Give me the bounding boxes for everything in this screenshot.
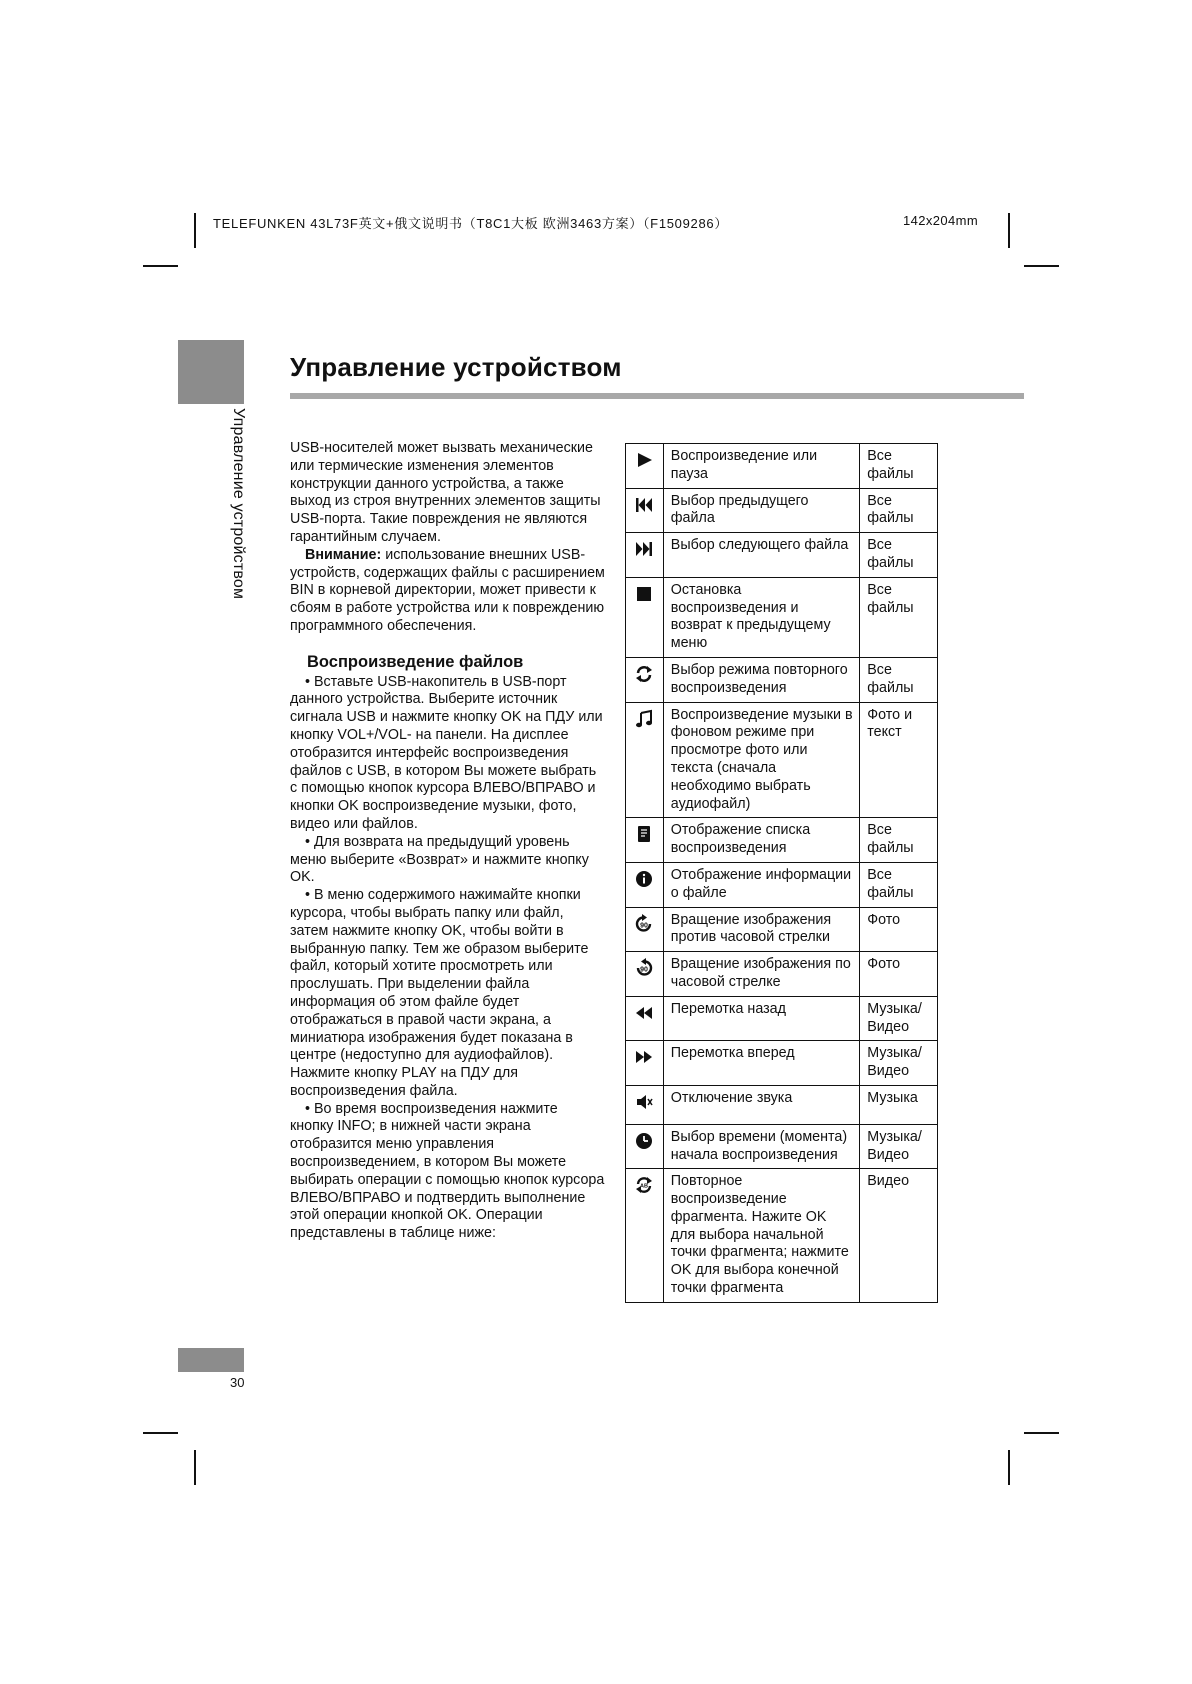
operation-file-types: Все файлы: [860, 488, 938, 533]
operation-icon-cell: [626, 1169, 664, 1303]
operation-file-types: Музыка/ Видео: [860, 1124, 938, 1169]
operation-row: [626, 907, 938, 952]
operation-description: Выбор предыдущего файла: [663, 488, 859, 533]
previous-icon: [634, 495, 654, 515]
rotate-cw-icon: [634, 958, 654, 978]
crop-mark: [1008, 213, 1010, 248]
operation-row: [626, 1041, 938, 1086]
operation-row: [626, 996, 938, 1041]
print-header-info: TELEFUNKEN 43L73F英文+俄文说明书（T8C1大板 欧洲3463方案）（F1509286）: [213, 216, 729, 231]
section-heading: Воспроизведение файлов: [307, 652, 524, 671]
intro-paragraph: USB-носителей может вызвать механические или термические изменения элементов конструкции данного устройства, а также выход из строя внутренних элементов защиты USB-порта. Такие повреждения не являются гарантийным случаем.: [290, 440, 601, 545]
operation-file-types: Фото: [860, 907, 938, 952]
rotate-ccw-icon: [634, 914, 654, 934]
page-number-box: [178, 1348, 244, 1372]
fast-forward-icon: [634, 1047, 654, 1067]
operation-description: Выбор следующего файла: [663, 533, 859, 578]
operation-description: Отображение списка воспроизведения: [663, 818, 859, 863]
info-icon: [634, 869, 654, 889]
warning-paragraph: [290, 547, 605, 636]
clock-icon: [634, 1131, 654, 1151]
operation-description: Вращение изображения по часовой стрелке: [663, 952, 859, 997]
crop-mark: [143, 265, 178, 267]
mute-icon: [634, 1092, 654, 1112]
operation-description: Выбор режима повторного воспроизведения: [663, 657, 859, 702]
operations-table: [625, 443, 938, 1303]
operation-row: [626, 533, 938, 578]
operation-row: [626, 1085, 938, 1124]
bullet-paragraph: • Во время воспроизведения нажмите кнопку INFO; в нижней части экрана отобразится меню управления воспроизведением, в котором Вы можете выбирать операции с помощью кнопок курсора ВЛЕВО/ВПРАВО и подтвердить выполнение этой операции кнопкой OK. Операции представлены в таблице ниже:: [290, 1100, 605, 1242]
ab-repeat-icon: [634, 1175, 654, 1195]
body-text-column: [290, 440, 605, 1243]
operation-description: Выбор времени (момента) начала воспроизведения: [663, 1124, 859, 1169]
warning-label: Внимание:: [305, 546, 382, 563]
operation-description: Отображение информации о файле: [663, 862, 859, 907]
operation-file-types: Фото: [860, 952, 938, 997]
crop-mark: [143, 1432, 178, 1434]
operation-icon-cell: [626, 444, 664, 489]
bullet-paragraph: • Для возврата на предыдущий уровень меню выберите «Возврат» и нажмите кнопку OK.: [290, 833, 589, 886]
operation-file-types: Все файлы: [860, 657, 938, 702]
stop-icon: [634, 584, 654, 604]
operation-row: [626, 952, 938, 997]
title-rule: [290, 393, 1024, 399]
crop-mark: [1024, 265, 1059, 267]
operation-description: Остановка воспроизведения и возврат к предыдущему меню: [663, 577, 859, 657]
operation-row: [626, 862, 938, 907]
print-header-size: 142x204mm: [903, 213, 979, 228]
operation-file-types: Видео: [860, 1169, 938, 1303]
crop-mark: [1008, 1450, 1010, 1485]
operation-file-types: Все файлы: [860, 862, 938, 907]
operation-icon-cell: [626, 488, 664, 533]
operation-icon-cell: [626, 1085, 664, 1124]
operation-description: Вращение изображения против часовой стрелки: [663, 907, 859, 952]
operation-row: [626, 577, 938, 657]
operation-icon-cell: [626, 702, 664, 818]
operation-icon-cell: [626, 907, 664, 952]
operation-icon-cell: [626, 862, 664, 907]
operation-description: Перемотка вперед: [663, 1041, 859, 1086]
operation-file-types: Музыка/ Видео: [860, 1041, 938, 1086]
page-number: 30: [230, 1375, 245, 1390]
side-tab-label: Управление устройством: [230, 408, 247, 600]
operation-file-types: Все файлы: [860, 444, 938, 489]
crop-mark: [1024, 1432, 1059, 1434]
operation-icon-cell: [626, 952, 664, 997]
operation-file-types: Музыка/ Видео: [860, 996, 938, 1041]
next-icon: [634, 539, 654, 559]
operation-icon-cell: [626, 1041, 664, 1086]
operation-row: [626, 488, 938, 533]
operation-file-types: Все файлы: [860, 577, 938, 657]
operation-description: Перемотка назад: [663, 996, 859, 1041]
operation-row: [626, 657, 938, 702]
music-note-icon: [634, 709, 654, 729]
operation-file-types: Музыка: [860, 1085, 938, 1124]
warning-text: использование внешних USB-устройств, содержащих файлы с расширением BIN в корневой директории, может привести к сбоям в работе устройства или к повреждению программного обеспечения.: [290, 546, 605, 634]
svg-text:AB: AB: [640, 1183, 649, 1190]
rewind-icon: [634, 1003, 654, 1023]
play-icon: [634, 450, 654, 470]
operation-icon-cell: [626, 657, 664, 702]
operation-icon-cell: [626, 533, 664, 578]
operation-row: [626, 1169, 938, 1303]
svg-text:90: 90: [640, 966, 649, 974]
bullet-paragraph: • Вставьте USB-накопитель в USB-порт данного устройства. Выберите источник сигнала USB и нажмите кнопку OK на ПДУ или кнопку VOL+/VOL- на панели. На дисплее отобразится интерфейс воспроизведения файлов с USB, в котором Вы можете выбрать с помощью кнопок курсора ВЛЕВО/ВПРАВО и кнопки OK воспроизведение музыки, фото, видео или файлов.: [290, 673, 603, 832]
operation-row: [626, 1124, 938, 1169]
svg-text:90: 90: [640, 922, 649, 930]
operation-description: Воспроизведение музыки в фоновом режиме при просмотре фото или текста (сначала необходимо выбрать аудиофайл): [663, 702, 859, 818]
operation-file-types: Все файлы: [860, 818, 938, 863]
section-tab: [178, 340, 244, 404]
operation-file-types: Фото и текст: [860, 702, 938, 818]
operation-icon-cell: [626, 577, 664, 657]
page-title: Управление устройством: [290, 352, 622, 382]
operation-icon-cell: [626, 1124, 664, 1169]
operation-icon-cell: [626, 996, 664, 1041]
operation-row: [626, 702, 938, 818]
repeat-icon: [634, 664, 654, 684]
operation-file-types: Все файлы: [860, 533, 938, 578]
operation-description: Отключение звука: [663, 1085, 859, 1124]
playlist-icon: [634, 824, 654, 844]
operation-description: Воспроизведение или пауза: [663, 444, 859, 489]
bullet-paragraph: • В меню содержимого нажимайте кнопки курсора, чтобы выбрать папку или файл, затем нажмите кнопку OK, чтобы войти в выбранную папку. Тем же образом выберите файл, который хотите просмотреть или прослушать. При выделении файла информация об этом файле будет отображаться в правой части экрана, а миниатюра изображения будет показана в центре (недоступно для аудиофайлов). Нажмите кнопку PLAY на ПДУ для воспроизведения файла.: [290, 887, 589, 1099]
crop-mark: [194, 1450, 196, 1485]
operation-icon-cell: [626, 818, 664, 863]
operation-description: Повторное воспроизведение фрагмента. Нажите OK для выбора начальной точки фрагмента; нажмите OK для выбора конечной точки фрагмента: [663, 1169, 859, 1303]
operation-row: [626, 444, 938, 489]
operation-row: [626, 818, 938, 863]
crop-mark: [194, 213, 196, 248]
